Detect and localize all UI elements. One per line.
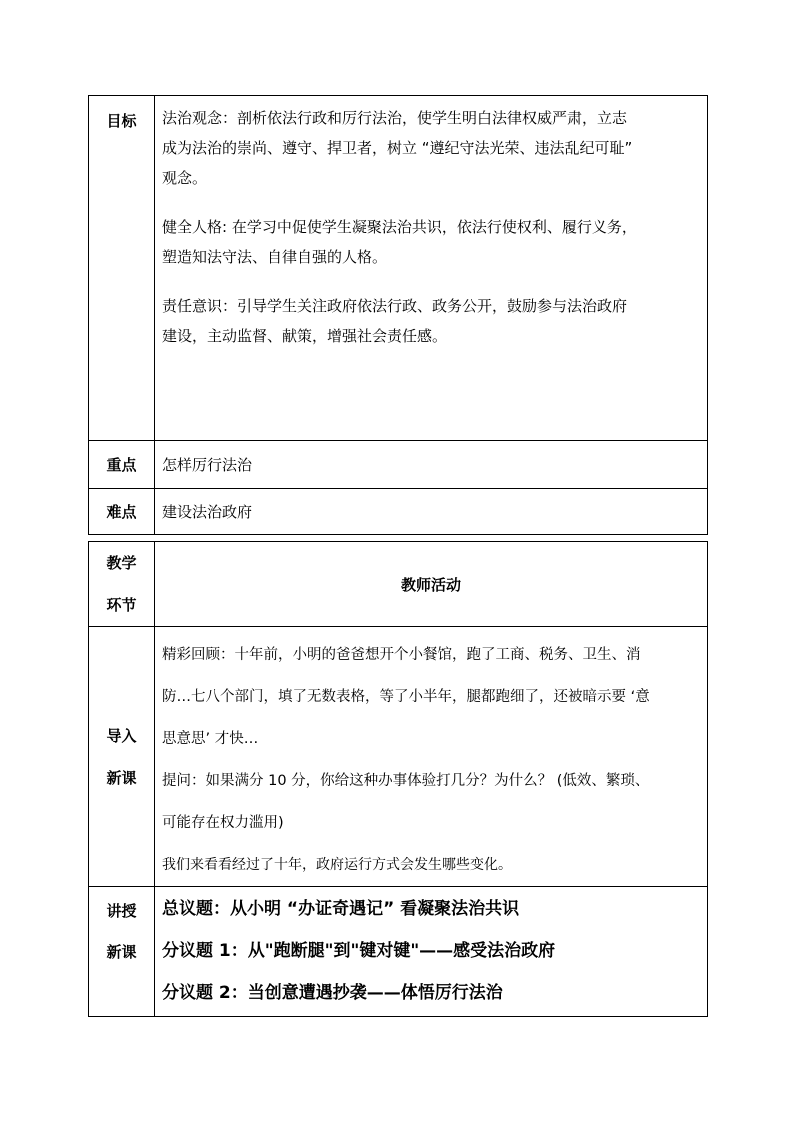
goal-paragraph-law-concept xyxy=(162,103,701,193)
teaching-process-table xyxy=(88,541,708,1017)
intro-row xyxy=(89,627,708,887)
text-line: 观念。 xyxy=(162,169,208,187)
key-point-text: 怎样厉行法治 xyxy=(155,441,708,489)
label-line: 讲授 xyxy=(106,902,137,920)
text-line: 建设，主动监督、献策，增强社会责任感。 xyxy=(162,327,448,345)
lecture-stage-label xyxy=(89,887,155,1017)
sub-topic-2: 分议题 2：当创意遭遇抄袭——体悟厉行法治 xyxy=(162,983,503,1003)
label-line: 教学 xyxy=(106,554,137,572)
text-line: 责任意识：引导学生关注政府依法行政、政务公开，鼓励参与法治政府 xyxy=(162,297,628,315)
label-line: 新课 xyxy=(106,768,137,787)
text-line: 精彩回顾：十年前，小明的爸爸想开个小餐馆，跑了工商、税务、卫生、消 xyxy=(162,647,641,663)
goal-content xyxy=(155,96,708,441)
goal-row xyxy=(89,96,708,441)
text-line: 我们来看看经过了十年，政府运行方式会发生哪些变化。 xyxy=(162,857,512,873)
difficulty-text: 建设法治政府 xyxy=(155,489,708,535)
sub-topic-1: 分议题 1：从"跑断腿"到"键对键"——感受法治政府 xyxy=(162,941,556,961)
text-line: 提问：如果满分 10 分，你给这种办事体验打几分？为什么？ (低效、繁琐、 xyxy=(162,773,650,789)
text-line: 成为法治的崇尚、遵守、捍卫者，树立 “遵纪守法光荣、违法乱纪可耻” xyxy=(162,139,633,157)
text-line: 法治观念：剖析依法行政和厉行法治，使学生明白法律权威严肃，立志 xyxy=(162,109,628,127)
text-line: 塑造知法守法、自律自强的人格。 xyxy=(162,248,388,266)
difficulty-label: 难点 xyxy=(89,489,155,535)
key-point-row xyxy=(89,441,708,489)
main-topic: 总议题：从小明 “办证奇遇记” 看凝聚法治共识 xyxy=(162,899,520,919)
text-line: 思意思’ 才快… xyxy=(162,731,259,747)
text-line: 可能存在权力滥用) xyxy=(162,815,284,831)
stage-header-label xyxy=(89,542,155,627)
lecture-row xyxy=(89,887,708,1017)
teacher-activity-header: 教师活动 xyxy=(155,542,708,627)
difficulty-row xyxy=(89,489,708,535)
goal-label: 目标 xyxy=(89,96,155,441)
text-line: 健全人格: 在学习中促使学生凝聚法治共识，依法行使权利、履行义务， xyxy=(162,218,637,236)
lecture-content xyxy=(155,887,708,1017)
text-line: 防…七八个部门，填了无数表格，等了小半年，腿都跑细了，还被暗示要 ‘意 xyxy=(162,689,650,705)
label-line: 新课 xyxy=(106,943,137,961)
header-row xyxy=(89,542,708,627)
key-point-label: 重点 xyxy=(89,441,155,489)
goal-paragraph-personality xyxy=(162,212,701,272)
intro-content xyxy=(155,627,708,887)
intro-stage-label xyxy=(89,627,155,887)
objectives-table xyxy=(88,95,708,535)
label-line: 导入 xyxy=(106,726,137,745)
label-line: 环节 xyxy=(106,596,137,614)
goal-paragraph-responsibility xyxy=(162,291,701,351)
